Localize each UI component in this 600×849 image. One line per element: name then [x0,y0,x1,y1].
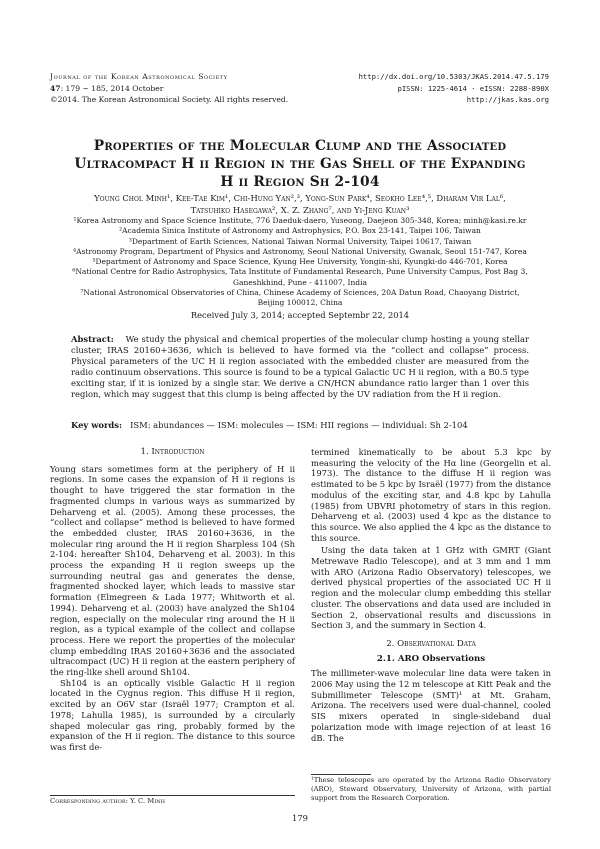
subsection-heading-aro: 2.1. ARO Observations [376,653,486,664]
abstract-text: We study the physical and chemical properties of the molecular clump hosting a young stellar cluster, IRAS 20160+3636, which is believed to have formed via the “collect and collapse” process. Physical parameters of the UC H ii region associated with the embedded cluster are measured from the radio continuum observations. This source is found to be a typical Galactic UC H ii region, with a B0.5 type exciting star, if it is ionized by a single star. We derive a CN/HCN abundance ratio larger than 1 over this region, which may suggest that this clump is being affected by the UV radiation from the H ii region. [71,334,529,399]
intro-paragraph-1: Young stars sometimes form at the periphery of H ii regions. In some cases the expansion of H ii regions is thought to have triggered the star formation in the fragmented clumps in various ways as summarized by Deharveng et al. (2005). Among these processes, the “collect and collapse” method is believed to have formed the embedded cluster, IRAS 20160+3636, in the molecular ring around the H ii region Sharpless 104 (Sh 2-104: hereafter Sh104, Deharveng et al. 2003). In this process the expanding H ii region sweeps up the surrounding neutral gas and generates the dense, fragmented shocked layer, which leads to massive star formation (Elmegreen & Lada 1977; Whitworth et al. 1994). Deharveng et al. (2003) have analyzed the Sh104 region, especially on the molecular ring around the H ii region, as a typical example of the collect and collapse process. Here we report the properties of the molecular clump embedding IRAS 20160+3636 and the associated ultracompact (UC) H ii region at the eastern periphery of the ring-like shell around Sh104. [50,463,295,678]
abstract [71,334,529,399]
journal-header [50,71,288,106]
volume-number: 47 [50,83,61,93]
keywords-label: Key words: [71,420,123,430]
received-dates: Received July 3, 2014; accepted Septembr 22, 2014 [190,310,410,320]
intro-paragraph-2: Sh104 is an optically visible Galactic H ii region located in the Cygnus region. This diffuse H ii region, excited by an O6V star (Israël 1977; Crampton et al. 1978; Lahulla 1985), is surrounded by a circularly shaped molecular gas ring, probably formed by the expansion of the H ii region. The distance to this source was first de- [50,677,295,752]
right-column [311,447,551,743]
affiliation: Beijing 100012, China [257,298,343,308]
affiliation: ⁷National Astronomical Observatories of China, Chinese Academy of Sciences, 20A Datun Road, Chaoyang District, [80,288,520,298]
right-paragraph-1: termined kinematically to be about 5.3 kpc by measuring the velocity of the Hα line (Georgelin et al. 1973). The distance to the diffuse H ii region was estimated to be 5 kpc by Israël (1977) from the distance modulus of the exciting star, and 4.8 kpc by Lahulla (1985) from UBVRI photometry of stars in this region. Deharveng et al. (2003) used 4 kpc as the distance to this source. We also applied the 4 kpc as the distance to this source. [311,447,551,543]
left-column [50,447,295,753]
affiliation: ⁴Astronomy Program, Department of Physics and Astronomy, Seoul National University, Gwanak, Seoul 151-747, Korea [73,246,527,256]
pages-date: : 179 ∼ 185, 2014 October [60,83,164,93]
right-paragraph-2: Using the data taken at 1 GHz with GMRT (Giant Metrewave Radio Telescope), and at 3 mm and 1 mm with ARO (Arizona Radio Observatory) telescopes, we derived physical properties of the associated UC H ii region and the molecular clump embedding this stellar cluster. The observations and data used are included in Section 2, observational results and discussions in Section 3, and the summary in Section 4. [311,545,551,631]
authors-line-2: Tatsuhiko Hasegawa², X. Z. Zhang⁷, and Yi-Jeng Kuan³ [190,205,410,215]
aro-paragraph: The millimeter-wave molecular line data were taken in 2006 May using the 12 m telescope at Kitt Peak and the Submillimeter Telescope (SMT)¹ at Mt. Graham, Arizona. The receivers used were dual-channel, cooled SIS mixers operated in single-sideband dual polarization mode with image rejection of at least 16 dB. The [311,668,551,743]
doi-header [359,71,549,106]
section-heading-introduction: 1. Introduction [140,447,205,457]
affiliation: ⁵Department of Astronomy and Space Science, Kyung Hee University, Yongin-shi, Kyungki-do 446-701, Korea [92,257,508,267]
title-line-1: Properties of the Molecular Clump and the Associated [93,138,507,154]
journal-url[interactable]: http://jkas.kas.org [466,95,549,105]
affiliation: ²Academia Sinica Institute of Astronomy and Astrophysics, P.O. Box 23-141, Taipei 106, Taiwan [119,226,481,236]
corresponding-author: Corresponding author: Y. C. Minh [50,797,165,805]
title-line-2: Ultracompact H ii Region in the Gas Shell of the Expanding [74,156,526,172]
footnote-rule [311,774,371,775]
section-heading-observational-data: 2. Observational Data [386,638,476,649]
abstract-label: Abstract: [71,334,114,344]
corresponding-rule [50,795,295,796]
author-list [52,192,548,216]
affiliations [44,216,556,309]
page-number: 179 [292,813,308,823]
paper-title [40,137,560,191]
title-line-3: H ii Region Sh 2-104 [220,174,380,190]
authors-line-1: Young Chol Minh¹, Kee-Tae Kim¹, Chi-Hung Yan²,³, Yong-Sun Park⁴, Seokho Lee⁴,⁵, Dharam Vir Lal⁶, [94,193,506,203]
footnote: ¹These telescopes are operated by the Arizona Radio Observatory (ARO), Steward Observatory, University of Arizona, with partial support from the Research Corporation. [311,776,551,802]
affiliation: ³Department of Earth Sciences, National Taiwan Normal University, Taipei 10617, Taiwan [128,236,472,246]
keywords-text: ISM: abundances — ISM: molecules — ISM: HII regions — individual: Sh 2-104 [130,420,468,430]
affiliation: ¹Korea Astronomy and Space Science Institute, 776 Daeduk-daero, Yuseong, Daejeon 305-348, Korea; minh@kasi.re.kr [73,216,527,225]
issn: pISSN: 1225-4614 · eISSN: 2288-890X [397,83,549,93]
copyright: ©2014. The Korean Astronomical Society. All rights reserved. [50,95,289,105]
doi-link[interactable]: http://dx.doi.org/10.5303/JKAS.2014.47.5.179 [358,72,549,81]
keywords [71,420,529,430]
affiliation: Ganeshkhind, Pune - 411007, India [233,277,367,287]
affiliation: ⁶National Centre for Radio Astrophysics, Tata Institute of Fundamental Research, Pune University Campus, Post Bag 3, [72,267,528,277]
journal-name: Journal of the Korean Astronomical Society [50,72,228,81]
journal-volume-line [50,83,288,95]
